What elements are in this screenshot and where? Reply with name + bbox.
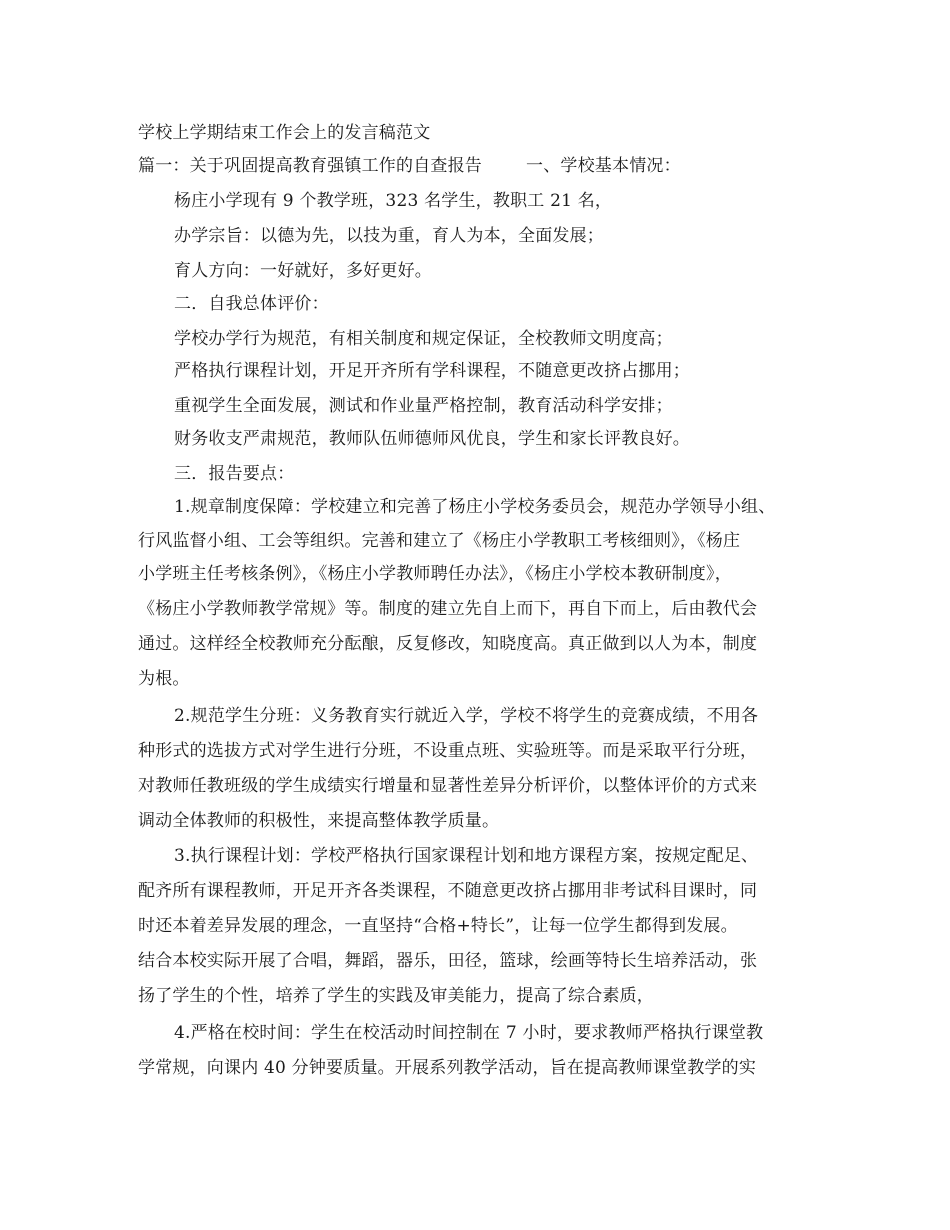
point2-line: 对教师任教班级的学生成绩实行增量和显著性差异分析评价，以整体评价的方式来 bbox=[138, 776, 758, 796]
point4-line: 4.严格在校时间：学生在校活动时间控制在 7 小时，要求教师严格执行课堂教 bbox=[174, 1023, 764, 1043]
self-eval-heading: 二．自我总体评价： bbox=[174, 294, 329, 314]
point4-line: 学常规，向课内 40 分钟要质量。开展系列教学活动，旨在提高教师课堂教学的实 bbox=[138, 1058, 757, 1078]
point2-line: 调动全体教师的积极性，来提高整体教学质量。 bbox=[138, 811, 500, 831]
self-eval-line: 重视学生全面发展，测试和作业量严格控制，教育活动科学安排； bbox=[174, 396, 673, 416]
point3-line: 扬了学生的个性，培养了学生的实践及审美能力，提高了综合素质， bbox=[138, 986, 654, 1006]
document-title: 学校上学期结束工作会上的发言稿范文 bbox=[138, 123, 431, 143]
self-eval-line: 严格执行课程计划，开足开齐所有学科课程，不随意更改挤占挪用； bbox=[174, 361, 690, 381]
section-heading bbox=[138, 155, 681, 177]
point1-line: 《杨庄小学教师教学常规》等。制度的建立先自上而下，再自下而上，后由教代会 bbox=[138, 599, 758, 619]
point1-line: 通过。这样经全校教师充分酝酿，反复修改，知晓度高。真正做到以人为本，制度 bbox=[138, 634, 758, 654]
basic-info-line: 育人方向：一好就好，多好更好。 bbox=[174, 261, 432, 281]
self-eval-line: 学校办学行为规范，有相关制度和规定保证，全校教师文明度高； bbox=[174, 329, 673, 349]
basic-info-line: 杨庄小学现有 9 个教学班，323 名学生，教职工 21 名， bbox=[174, 191, 613, 211]
point3-line: 时还本着差异发展的理念，一直坚持“合格+特长”，让每一位学生都得到发展。 bbox=[138, 916, 738, 936]
point3-line: 3.执行课程计划：学校严格执行国家课程计划和地方课程方案，按规定配足、 bbox=[174, 846, 759, 866]
report-heading: 三．报告要点： bbox=[174, 464, 295, 484]
point2-line: 2.规范学生分班：义务教育实行就近入学，学校不将学生的竞赛成绩，不用各 bbox=[174, 706, 759, 726]
point3-line: 结合本校实际开展了合唱，舞蹈，器乐，田径，篮球，绘画等特长生培养活动，张 bbox=[138, 951, 758, 971]
section-heading-left: 篇一：关于巩固提高教育强镇工作的自查报告 bbox=[138, 156, 482, 176]
point3-line: 配齐所有课程教师，开足开齐各类课程，不随意更改挤占挪用非考试科目课时，同 bbox=[138, 881, 758, 901]
point1-line: 小学班主任考核条例》，《杨庄小学教师聘任办法》，《杨庄小学校本教研制度》， bbox=[138, 564, 732, 584]
basic-info-line: 办学宗旨：以德为先，以技为重，育人为本，全面发展； bbox=[174, 226, 604, 246]
point1-line: 行风监督小组、工会等组织。完善和建立了《杨庄小学教职工考核细则》，《杨庄 bbox=[138, 531, 741, 551]
point2-line: 种形式的选拔方式对学生进行分班，不设重点班、实验班等。而是采取平行分班， bbox=[138, 741, 758, 761]
point1-line: 为根。 bbox=[138, 669, 190, 689]
point1-line: 1.规章制度保障：学校建立和完善了杨庄小学校务委员会，规范办学领导小组、 bbox=[174, 497, 776, 517]
section-heading-right: 一、学校基本情况： bbox=[526, 156, 681, 176]
self-eval-line: 财务收支严肃规范，教师队伍师德师风优良，学生和家长评教良好。 bbox=[174, 429, 690, 449]
